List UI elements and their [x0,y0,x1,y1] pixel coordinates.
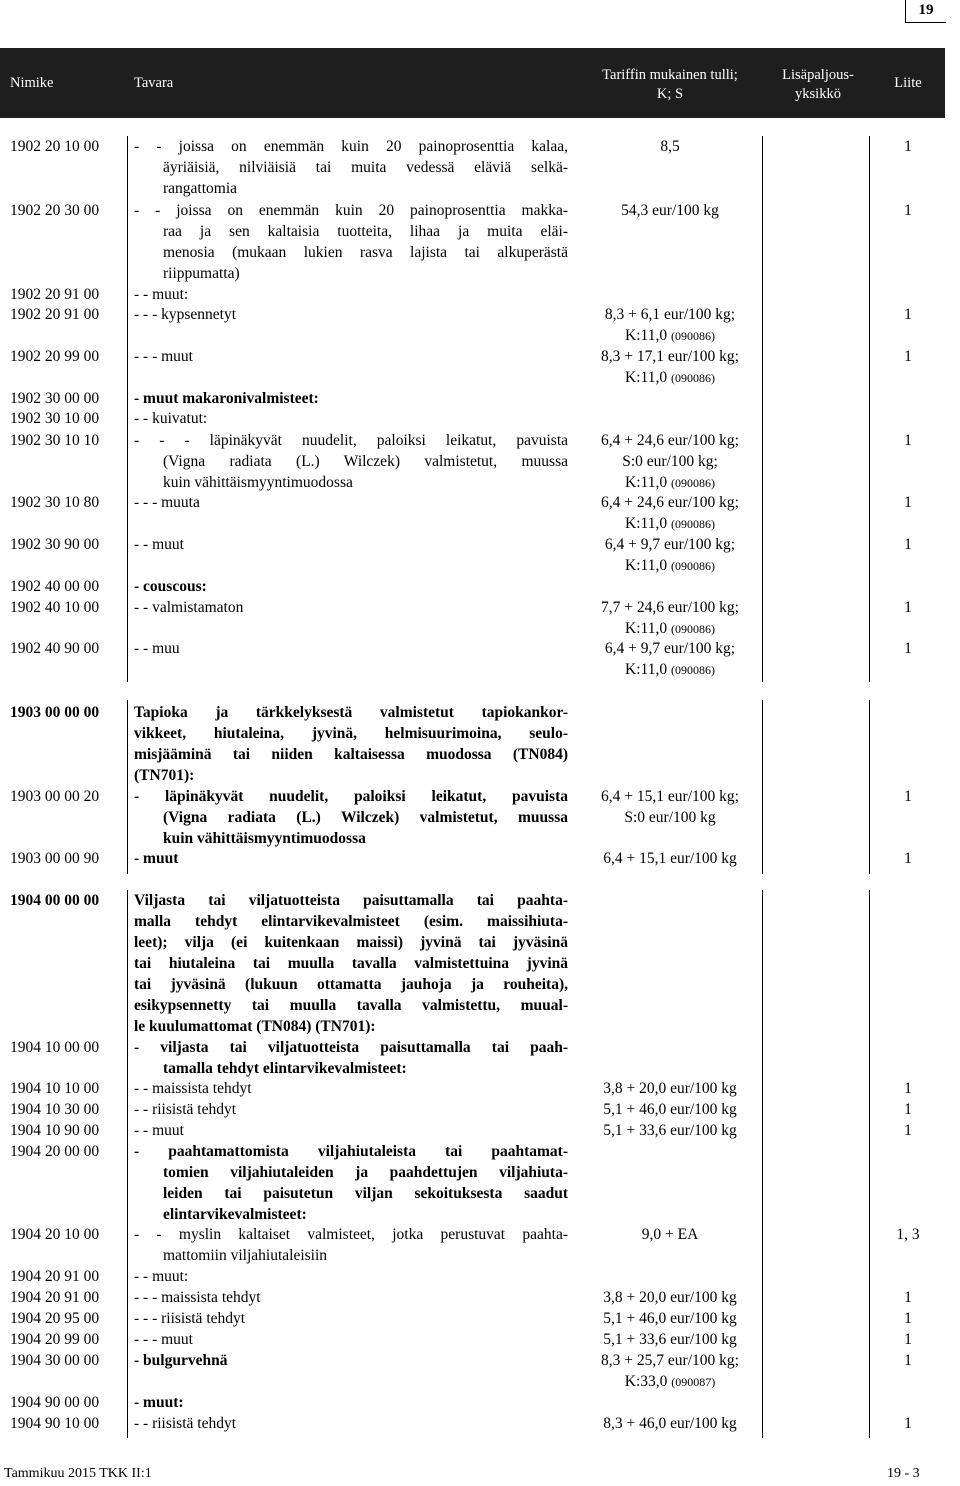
duty-line [570,597,770,618]
row-liite: 1 [904,850,912,867]
row-description [134,597,568,618]
description-line: - - - kypsennetyt [134,306,237,323]
header-tulli-line1: Tariffin mukainen tulli; [602,67,738,83]
description-line: (Vigna radiata (L.) Wilczek) valmistetut, muussa [163,453,568,470]
row-liite: 1 [904,432,912,449]
row-description [134,1392,568,1413]
row-code: 1902 30 10 10 [10,432,100,449]
duty-line [570,304,770,325]
duty-line [570,1120,770,1141]
row-code: 1903 00 00 20 [10,788,100,805]
row-description [134,408,568,429]
row-code: 1904 10 10 00 [10,1080,100,1097]
duty-text: K:11,0 [625,620,668,637]
row-duty [570,1078,770,1099]
header-liite: Liite [894,75,922,91]
description-line: (TN701): [134,767,195,784]
row-code: 1902 20 10 00 [10,138,100,155]
duty-text: K:33,0 [624,1373,668,1390]
row-liite: 1 [904,788,912,805]
description-line: kuin vähittäismyyntimuodossa [163,830,366,847]
description-line: - - - muut [134,348,193,365]
row-code: 1902 40 10 00 [10,599,100,616]
row-description [134,304,568,325]
row-code: 1902 40 90 00 [10,640,100,657]
row-description [134,1120,568,1141]
duty-note: (090086) [670,559,715,573]
duty-line [570,430,770,451]
row-duty [570,136,770,157]
header-lisa-line2: yksikkö [795,86,841,102]
duty-text: K:11,0 [625,327,668,344]
row-liite: 1 [904,494,912,511]
description-line: leiden tai paisutetun viljan sekoituksesta saadut [163,1185,568,1202]
duty-note: (090086) [670,663,715,677]
row-liite: 1 [904,1415,912,1432]
row-description [134,786,568,849]
duty-line [570,346,770,367]
row-duty [570,1120,770,1141]
row-description [134,1287,568,1308]
row-description [134,492,568,513]
description-line: tai jyväsinä (lukuun ottamatta jauhoja ja rouheita), [134,976,568,993]
description-line: - muut [134,850,179,867]
duty-line [570,513,770,535]
description-line: - - myslin kaltaiset valmisteet, jotka perustuvat paahta- [134,1226,568,1243]
row-code: 1902 20 30 00 [10,202,100,219]
row-duty [570,534,770,577]
duty-text: 3,8 + 20,0 eur/100 kg [603,1289,737,1306]
row-description [134,1141,568,1225]
row-liite: 1 [904,1289,912,1306]
duty-text: 8,5 [660,138,680,155]
description-line: - - muut: [134,1268,189,1285]
row-liite: 1 [904,1080,912,1097]
duty-line [570,659,770,681]
duty-text: K:11,0 [625,557,668,574]
duty-line [570,555,770,577]
row-code: 1904 20 91 00 [10,1289,100,1306]
row-duty [570,1350,770,1393]
duty-text: 6,4 + 24,6 eur/100 kg; [601,432,739,449]
description-line: (Vigna radiata (L.) Wilczek) valmistetut, muussa [163,809,568,826]
description-line: - couscous: [134,578,207,595]
description-line: äyriäisiä, nilviäisiä tai muita vedessä eläviä selkä- [163,159,568,176]
duty-text: 6,4 + 9,7 eur/100 kg; [604,640,736,657]
description-line: le kuulumattomat (TN084) (TN701): [134,1018,376,1035]
description-line: - - muut [134,536,184,553]
description-line: - - riisistä tehdyt [134,1101,237,1118]
row-code: 1904 20 95 00 [10,1310,100,1327]
row-code: 1902 30 00 00 [10,390,100,407]
row-duty [570,304,770,347]
duty-text: 6,4 + 15,1 eur/100 kg; [601,788,739,805]
description-line: - - riisistä tehdyt [134,1415,237,1432]
row-description [134,848,568,869]
row-description [134,346,568,367]
row-description [134,1350,568,1371]
duty-line [570,1371,770,1393]
description-line: leet); vilja (ei kuitenkaan maissi) jyvinä tai jyväsinä [134,934,568,951]
row-duty [570,638,770,681]
duty-line [570,848,770,869]
description-line: Tapioka ja tärkkelyksestä valmistetut tapiokankor- [134,704,568,721]
row-description [134,1224,568,1266]
row-duty [570,1287,770,1308]
row-liite: 1 [904,599,912,616]
row-code: 1904 20 99 00 [10,1331,100,1348]
description-line: Viljasta tai viljatuotteista paisuttamalla tai paahta- [134,892,568,909]
duty-note: (090086) [670,329,715,343]
duty-line [570,200,770,221]
row-code: 1904 20 10 00 [10,1226,100,1243]
description-line: raa ja sen kaltaisia tuotteita, lihaa ja muita eläi- [163,223,568,240]
duty-text: 6,4 + 15,1 eur/100 kg [603,850,737,867]
row-code: 1903 00 00 00 [10,704,100,721]
duty-line [570,136,770,157]
duty-text: 6,4 + 9,7 eur/100 kg; [604,536,736,553]
row-description [134,1099,568,1120]
description-line: tamalla tehdyt elintarvikevalmisteet: [163,1060,407,1077]
duty-note: (090086) [670,622,715,636]
row-duty [570,1329,770,1350]
row-code: 1902 30 10 80 [10,494,100,511]
row-description [134,576,568,597]
row-description [134,284,568,305]
duty-line [570,807,770,828]
duty-text: K:11,0 [625,474,668,491]
description-line: - - kuivatut: [134,410,208,427]
row-liite: 1 [904,202,912,219]
duty-text: K:11,0 [625,661,668,678]
duty-text: 8,3 + 6,1 eur/100 kg; [604,306,736,323]
row-description [134,702,568,786]
row-code: 1904 10 30 00 [10,1101,100,1118]
description-line: rangattomia [163,180,238,197]
description-line: vikkeet, hiutaleina, jyvinä, helmisuurimoina, seulo- [134,725,568,742]
description-line: kuin vähittäismyyntimuodossa [163,474,353,491]
description-line: menosia (mukaan lukien rasva lajista tai alkuperästä [163,244,568,261]
duty-text: 8,3 + 25,7 eur/100 kg; [601,1352,739,1369]
duty-note: (090086) [670,517,715,531]
duty-line [570,1287,770,1308]
row-code: 1902 20 99 00 [10,348,100,365]
description-line: elintarvikevalmisteet: [163,1206,307,1223]
row-duty [570,597,770,640]
description-line: - - - muuta [134,494,200,511]
description-line: - - joissa on enemmän kuin 20 painoprosenttia kalaa, [134,138,568,155]
row-liite: 1 [904,1310,912,1327]
row-code: 1902 30 10 00 [10,410,100,427]
row-description [134,1037,568,1079]
description-line: - - maissista tehdyt [134,1080,252,1097]
duty-note: (090086) [670,371,715,385]
duty-text: 5,1 + 46,0 eur/100 kg [603,1101,737,1118]
row-liite: 1 [904,1122,912,1139]
page-number: 19 [905,0,946,23]
row-code: 1904 20 91 00 [10,1268,100,1285]
row-duty [570,1099,770,1120]
duty-line [570,1329,770,1350]
row-liite: 1 [904,348,912,365]
duty-line [570,472,770,494]
row-liite: 1 [904,536,912,553]
description-line: - - muut: [134,286,189,303]
row-duty [570,430,770,494]
duty-note: (090087) [671,1375,716,1389]
duty-text: 5,1 + 46,0 eur/100 kg [603,1310,737,1327]
description-line: malla tehdyt elintarvikevalmisteet (esim. maissihiuta- [134,913,568,930]
duty-line [570,1413,770,1434]
row-code: 1904 10 90 00 [10,1122,100,1139]
duty-text: K:11,0 [625,369,668,386]
row-duty [570,1224,770,1245]
description-line: - paahtamattomista viljahiutaleista tai paahtamat- [134,1143,568,1160]
description-line: - viljasta tai viljatuotteista paisuttamalla tai paah- [134,1039,568,1056]
duty-line [570,638,770,659]
row-code: 1902 40 00 00 [10,578,100,595]
row-description [134,890,568,1037]
duty-text: 54,3 eur/100 kg [621,202,719,219]
duty-text: S:0 eur/100 kg [624,809,716,826]
duty-text: 5,1 + 33,6 eur/100 kg [603,1331,737,1348]
row-duty [570,848,770,869]
row-code: 1904 90 10 00 [10,1415,100,1432]
row-code: 1902 30 90 00 [10,536,100,553]
header-lisa-line1: Lisäpaljous- [782,67,854,83]
duty-line [570,1224,770,1245]
row-description [134,1413,568,1434]
row-code: 1902 20 91 00 [10,286,100,303]
row-duty [570,1308,770,1329]
description-line: esikypsennetty tai muulla tavalla valmistettu, muual- [134,997,568,1014]
duty-text: K:11,0 [625,515,668,532]
description-line: misjääminä tai niiden kaltaisessa muodossa (TN084) [134,746,568,763]
row-liite: 1 [904,1331,912,1348]
row-duty [570,786,770,828]
duty-text: 8,3 + 46,0 eur/100 kg [603,1415,737,1432]
row-liite: 1 [904,306,912,323]
description-line: tai hiutaleina tai muulla tavalla valmistettuina jyvinä [134,955,568,972]
description-line: - muut makaronivalmisteet: [134,390,319,407]
description-line: - - muu [134,640,180,657]
description-line: - läpinäkyvät nuudelit, paloiksi leikatut, pavuista [134,788,568,805]
duty-text: 7,7 + 24,6 eur/100 kg; [601,599,739,616]
description-line: - - joissa on enemmän kuin 20 painoprosenttia makka- [134,202,568,219]
description-line: - - - maissista tehdyt [134,1289,261,1306]
duty-line [570,786,770,807]
duty-text: 3,8 + 20,0 eur/100 kg [603,1080,737,1097]
row-code: 1904 90 00 00 [10,1394,100,1411]
row-code: 1904 10 00 00 [10,1039,100,1056]
header-tulli-line2: K; S [656,86,684,102]
description-line: - - muut [134,1122,184,1139]
row-description [134,638,568,659]
description-line: tomien viljahiutaleiden ja paahdettujen viljahiuta- [163,1164,568,1181]
row-description [134,1078,568,1099]
row-liite: 1 [904,1352,912,1369]
description-line: mattomiin viljahiutaleisiin [163,1247,328,1264]
row-liite: 1, 3 [896,1226,920,1243]
row-description [134,1266,568,1287]
row-description [134,388,568,409]
row-liite: 1 [904,1101,912,1118]
row-description [134,534,568,555]
duty-line [570,1350,770,1371]
duty-line [570,618,770,640]
duty-text: 9,0 + EA [641,1226,699,1243]
duty-line [570,1308,770,1329]
duty-text: S:0 eur/100 kg; [622,453,718,470]
row-duty [570,200,770,221]
description-line: - muut: [134,1394,184,1411]
row-description [134,136,568,199]
header-tavara: Tavara [134,75,174,91]
row-code: 1904 30 00 00 [10,1352,100,1369]
duty-line [570,492,770,513]
row-code: 1904 20 00 00 [10,1143,100,1160]
duty-line [570,367,770,389]
description-line: - - - läpinäkyvät nuudelit, paloiksi leikatut, pavuista [134,432,568,449]
row-duty [570,492,770,535]
row-liite: 1 [904,640,912,657]
row-code: 1903 00 00 90 [10,850,100,867]
table-header [0,48,945,118]
description-line: riippumatta) [163,265,240,282]
description-line: - - - riisistä tehdyt [134,1310,246,1327]
row-code: 1902 20 91 00 [10,306,100,323]
description-line: - bulgurvehnä [134,1352,228,1369]
duty-line [570,451,770,472]
header-nimike: Nimike [10,75,54,91]
row-description [134,1308,568,1329]
duty-line [570,1078,770,1099]
row-duty [570,346,770,389]
duty-note: (090086) [670,476,715,490]
footer-right: 19 - 3 [887,1466,920,1481]
row-liite: 1 [904,138,912,155]
duty-text: 8,3 + 17,1 eur/100 kg; [601,348,739,365]
description-line: - - - muut [134,1331,193,1348]
row-description [134,1329,568,1350]
duty-line [570,534,770,555]
duty-text: 5,1 + 33,6 eur/100 kg [603,1122,737,1139]
row-duty [570,1413,770,1434]
row-description [134,200,568,284]
duty-line [570,325,770,347]
duty-text: 6,4 + 24,6 eur/100 kg; [601,494,739,511]
row-code: 1904 00 00 00 [10,892,100,909]
duty-line [570,1099,770,1120]
description-line: - - valmistamaton [134,599,244,616]
row-description [134,430,568,493]
footer-left: Tammikuu 2015 TKK II:1 [4,1466,152,1481]
